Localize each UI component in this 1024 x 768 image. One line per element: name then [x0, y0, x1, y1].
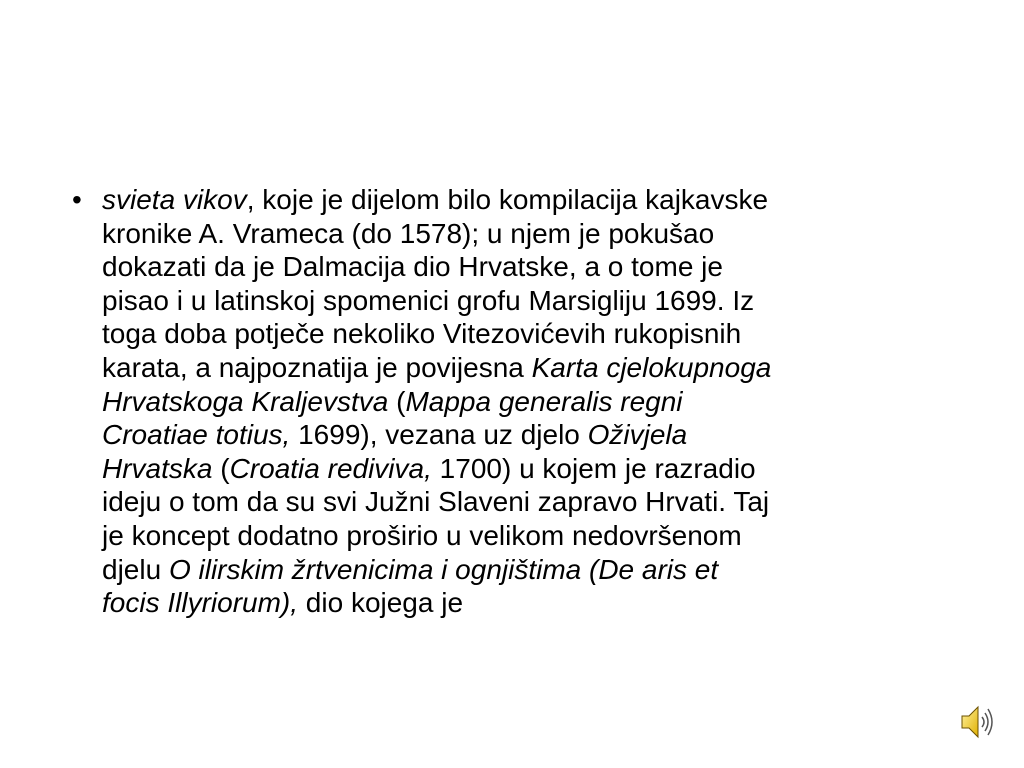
bullet-point: • — [72, 184, 82, 215]
text-segment: 1700) u kojem je razradio — [431, 452, 756, 484]
text-line — [102, 183, 982, 217]
italic-text-segment: Hrvatska — [102, 452, 213, 484]
text-segment: toga doba potječe nekoliko Vitezovićevih rukopisnih — [102, 318, 742, 350]
text-line — [102, 385, 982, 419]
text-line — [102, 284, 982, 318]
text-segment: karata, a najpoznatija je povijesna — [102, 351, 532, 383]
text-line — [102, 452, 982, 486]
italic-text-segment: Oživjela — [587, 419, 688, 451]
text-segment: dokazati da je Dalmacija dio Hrvatske, a o tome je — [102, 251, 723, 283]
text-segment: djelu — [102, 553, 169, 585]
text-segment: je koncept dodatno proširio u velikom nedovršenom — [102, 519, 742, 551]
text-line — [102, 250, 982, 284]
speaker-icon[interactable] — [958, 702, 998, 742]
bullet-text — [102, 183, 982, 620]
text-segment: pisao i u latinskoj spomenici grofu Marsigliju 1699. Iz — [102, 284, 755, 316]
text-line — [102, 485, 982, 519]
italic-text-segment: Hrvatskoga Kraljevstva — [102, 385, 389, 417]
text-segment: 1699), vezana uz djelo — [290, 419, 588, 451]
italic-text-segment: Croatiae totius, — [102, 419, 291, 451]
text-line — [102, 217, 982, 251]
italic-text-segment: Mappa generalis regni — [405, 385, 683, 417]
text-segment: ideju o tom da su svi Južni Slaveni zapravo Hrvati. Taj — [102, 486, 770, 518]
text-segment: ( — [212, 452, 230, 484]
text-segment: , koje je dijelom bilo kompilacija kajkavske — [246, 184, 769, 215]
text-segment: dio kojega je — [298, 587, 464, 619]
italic-text-segment: Karta cjelokupnoga — [531, 351, 772, 383]
text-segment: ( — [388, 385, 406, 417]
italic-text-segment: O ilirskim žrtvenicima i ognjištima (De aris et — [168, 553, 719, 585]
text-line — [102, 553, 982, 587]
text-line — [102, 586, 982, 620]
italic-text-segment: svieta vikov — [102, 184, 247, 215]
italic-text-segment: focis Illyriorum), — [102, 587, 299, 619]
text-line — [102, 351, 982, 385]
text-line — [102, 418, 982, 452]
text-segment: kronike A. Vrameca (do 1578); u njem je pokušao — [102, 217, 715, 249]
italic-text-segment: Croatia rediviva, — [229, 452, 432, 484]
text-line — [102, 317, 982, 351]
text-line — [102, 519, 982, 553]
